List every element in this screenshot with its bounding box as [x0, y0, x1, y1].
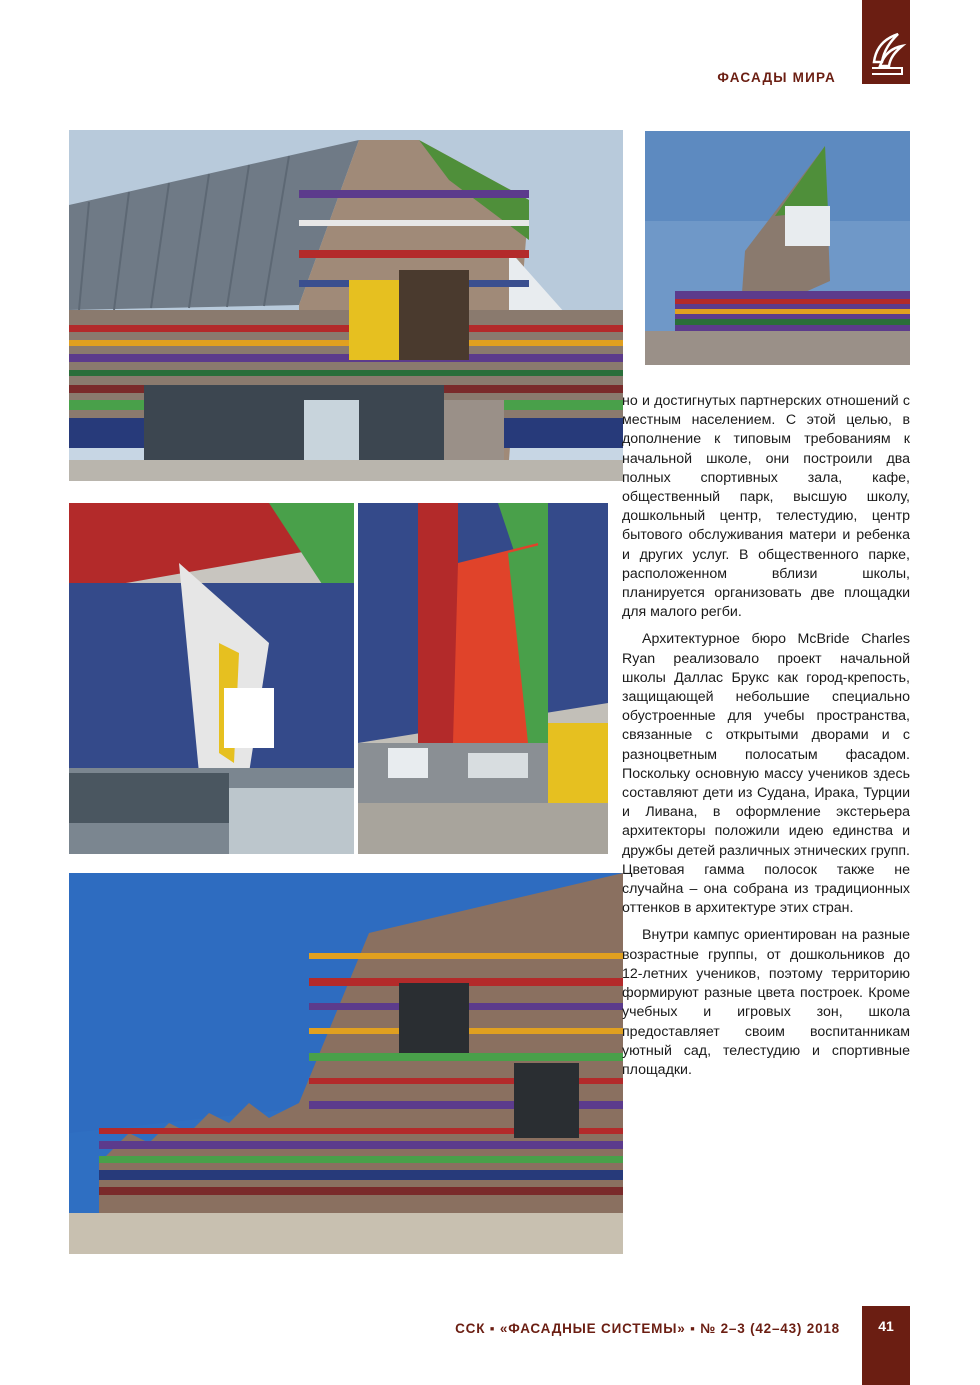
logo-tab [862, 0, 910, 84]
photo-tower-corner [645, 131, 910, 365]
section-title: ФАСАДЫ МИРА [717, 70, 836, 85]
page-number: 41 [878, 1318, 894, 1334]
article-paragraph: Внутри кампус ориентирован на разные возрастные группы, от дошкольников до 12-летних учеников, поэтому территорию формируют разные цвета построек. Кроме учебных и игровых зон, школа предоставляет своим воспитанникам уютный сад, телестудию и спортивные площадки. [622, 927, 910, 1078]
photo-red-passage [358, 503, 608, 854]
article-paragraph: но и достигнутых партнерских отношений с местным населением. С этой целью, в дополнение к типовым требованиям к начальной школе, они построили два полных спортивных зала, кафе, общественный парк, высшую школу, дошкольный центр, телестудию, центр бытового обслуживания матери и ребенка и других услуг. В общественного парке, расположенном вблизи школы, планируется организовать две площадки для малого регби. [622, 393, 910, 621]
article-body [622, 392, 910, 1088]
photo-striped-wall [69, 873, 623, 1254]
magazine-logo-icon [862, 0, 910, 84]
publication-footer: ССК ▪ «ФАСАДНЫЕ СИСТЕМЫ» ▪ № 2–3 (42–43) 2018 [455, 1321, 840, 1336]
photo-courtyard-window [69, 503, 354, 854]
article-paragraph: Архитектурное бюро McBride Charles Ryan реализовало проект начальной школы Даллас Брукс как город-крепость, защищающей небольшие специально обустроенные для учебы пространства, связанные с открытыми дворами и с разноцветным полосатым фасадом. Поскольку основную массу учеников здесь составляют дети из Судана, Ирака, Турции и Ливана, в оформление экстерьера архитекторы положили идею единства и дружбы детей различных этнических групп. Цветовая гамма полосок также не случайна – она собрана из традиционных оттенков в архитектуре этих стран. [622, 631, 910, 917]
photo-main-facade [69, 130, 623, 481]
